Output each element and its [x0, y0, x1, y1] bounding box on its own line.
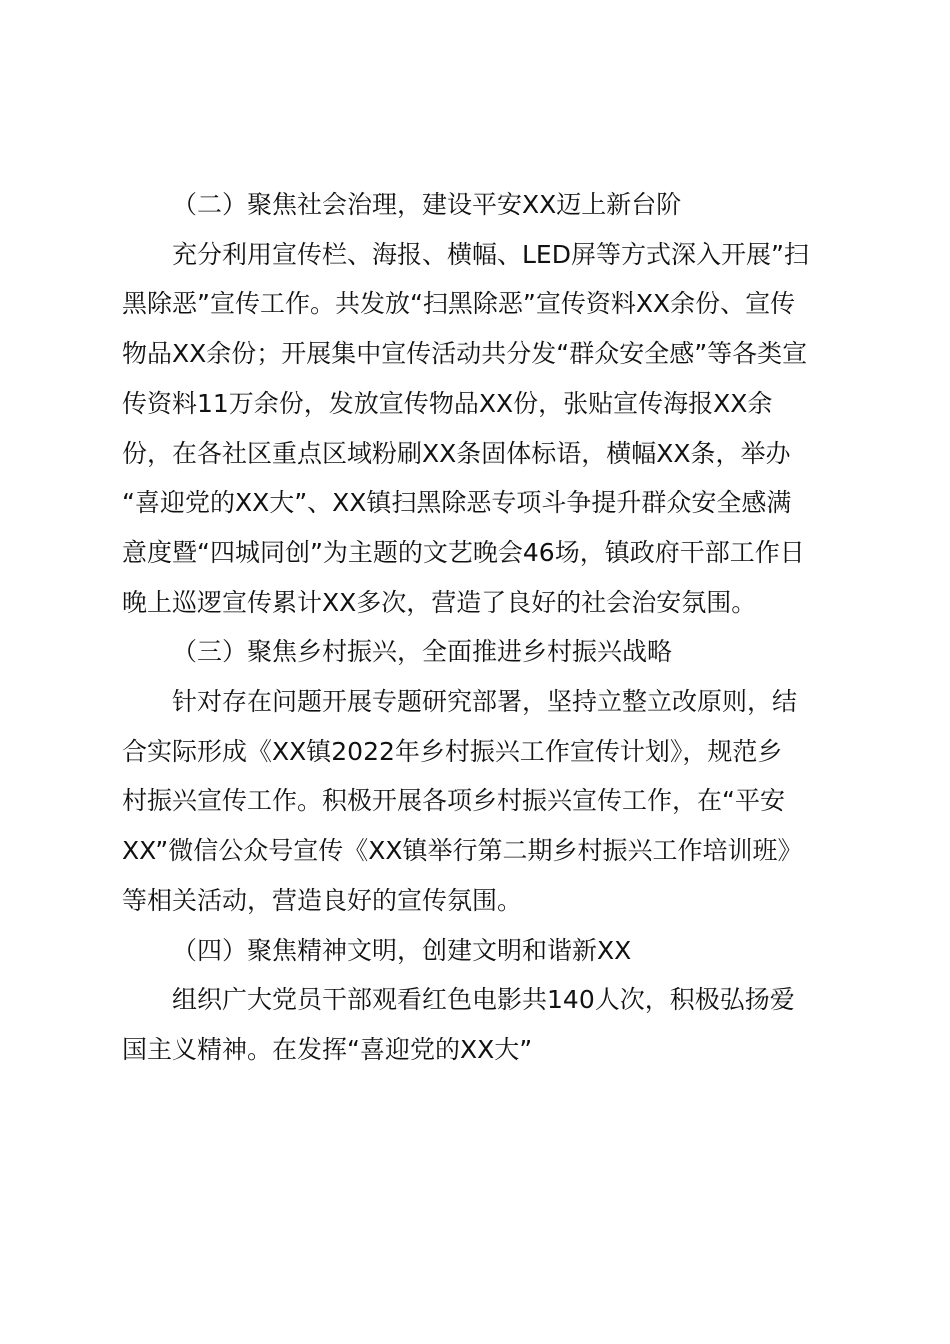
paragraph-line: 份，在各社区重点区域粉刷XX条固体标语，横幅XX条，举办: [122, 438, 791, 468]
paragraph-line: 针对存在问题开展专题研究部署，坚持立整立改原则，结: [172, 687, 798, 717]
paragraph-line: 国主义精神。在发挥“喜迎党的XX大”: [122, 1034, 533, 1064]
paragraph-line: 物品XX余份；开展集中宣传活动共分发“群众安全感”等各类宣: [122, 339, 808, 369]
section-heading-4: [122, 926, 830, 976]
section-heading-2: [122, 180, 830, 230]
section-paragraph-3: [122, 677, 830, 926]
paragraph-line: 充分利用宣传栏、海报、横幅、LED屏等方式深入开展”扫: [172, 239, 809, 269]
paragraph-line: 合实际形成《XX镇2022年乡村振兴工作宣传计划》，规范乡: [122, 736, 783, 766]
heading-text: （三）聚焦乡村振兴，全面推进乡村振兴战略: [172, 637, 673, 667]
paragraph-line: 晚上巡逻宣传累计XX多次，营造了良好的社会治安氛围。: [122, 587, 757, 617]
paragraph-line: 等相关活动，营造良好的宣传氛围。: [122, 885, 523, 915]
paragraph-line: “喜迎党的XX大”、XX镇扫黑除恶专项斗争提升群众安全感满: [122, 488, 792, 518]
section-heading-3: [122, 627, 830, 677]
paragraph-line: 意度暨“四城同创”为主题的文艺晚会46场，镇政府干部工作日: [122, 537, 805, 567]
document-body: [122, 180, 830, 1075]
paragraph-line: 组织广大党员干部观看红色电影共140人次，积极弘扬爱: [172, 985, 795, 1015]
paragraph-line: 村振兴宣传工作。积极开展各项乡村振兴宣传工作，在“平安: [122, 786, 785, 816]
section-paragraph-2: [122, 230, 830, 628]
heading-text: （四）聚焦精神文明，创建文明和谐新XX: [172, 935, 632, 965]
section-paragraph-4: [122, 975, 830, 1074]
heading-text: （二）聚焦社会治理，建设平安XX迈上新台阶: [172, 190, 682, 219]
paragraph-line: 黑除恶”宣传工作。共发放“扫黑除恶”宣传资料XX余份、宣传: [122, 289, 796, 319]
paragraph-line: XX”微信公众号宣传《XX镇举行第二期乡村振兴工作培训班》: [122, 836, 803, 866]
paragraph-line: 传资料11万余份，发放宣传物品XX份，张贴宣传海报XX余: [122, 388, 773, 418]
